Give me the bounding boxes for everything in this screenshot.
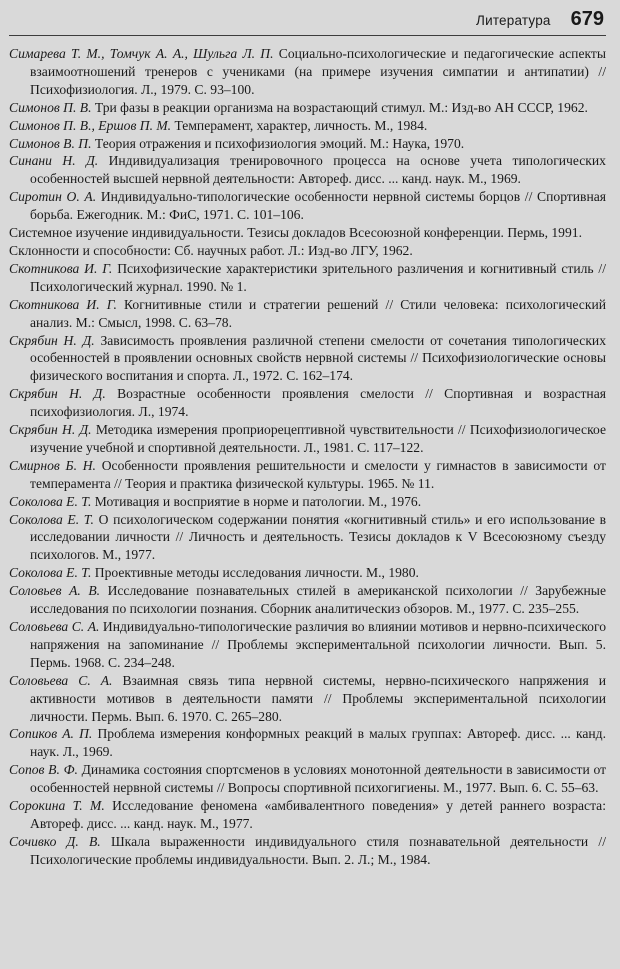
bibliography-entry: [9, 224, 606, 242]
section-title: Литература: [476, 13, 551, 28]
bibliography-entry: [9, 582, 606, 618]
entry-text: Исследование феномена «амбивалентного поведения» у детей раннего возраста: Автореф. дисс. ... канд. наук. М., 1977.: [30, 798, 606, 831]
entry-text: Когнитивные стили и стратегии решений // Стили человека: психологический анализ. М.: Смысл, 1998. С. 63–78.: [30, 296, 606, 330]
bibliography-entry: [9, 511, 606, 565]
entry-author: Симонов П. В., Ершов П. М.: [9, 117, 172, 133]
entry-text: Проективные методы исследования личности. М., 1980.: [94, 565, 419, 581]
page-header: [9, 8, 606, 31]
entry-text: Теория отражения и психофизиология эмоций. М.: Наука, 1970.: [94, 135, 465, 151]
bibliography-entry: [9, 117, 606, 135]
header-rule: [9, 35, 606, 36]
page-number: 679: [570, 8, 604, 30]
entry-author: Скрябин Н. Д.: [9, 422, 92, 438]
entry-text: Особенности проявления решительности и смелости у гимнастов в зависимости от темперамента // Теория и практика физической культуры. 1965. № 11.: [30, 457, 606, 491]
bibliography-list: [9, 45, 606, 869]
bibliography-entry: [9, 493, 606, 511]
entry-author: Сиротин О. А.: [9, 189, 97, 205]
bibliography-entry: [9, 152, 606, 188]
entry-author: Симонов В. П.: [9, 135, 92, 151]
entry-text: Проблема измерения конформных реакций в малых группах: Автореф. дисс. ... канд. наук. Л., 1969.: [30, 726, 606, 760]
entry-author: Скрябин Н. Д.: [9, 386, 106, 402]
entry-text: Индивидуально-типологические особенности нервной системы борцов // Спортивная борьба. Ежегодник. М.: ФиС, 1971. С. 101–106.: [30, 189, 607, 223]
entry-text: Исследование познавательных стилей в американской психологии // Зарубежные исследования по психологии познания. Сборник аналитическиз обзоров. М., 1977. С. 235–255.: [30, 583, 606, 617]
entry-text: О психологическом содержании понятия «когнитивный стиль» и его использование в исследовании личности // Личность и деятельность. Тезисы докладов к V Всесоюзному съезду психологов. М., 1977.: [30, 511, 606, 563]
entry-author: Соколова Е. Т.: [9, 493, 92, 509]
entry-author: Скотникова И. Г.: [9, 296, 117, 312]
entry-author: Сочивко Д. В.: [9, 833, 101, 849]
bibliography-entry: [9, 421, 606, 457]
entry-text: Методика измерения проприорецептивной чувствительности // Психофизиологическое изучение учебной и спортивной деятельности. Л., 1981. С. 117–122.: [30, 422, 606, 455]
bibliography-entry: [9, 797, 606, 833]
bibliography-entry: [9, 135, 606, 153]
entry-author: Синани Н. Д.: [9, 153, 99, 169]
entry-text: Три фазы в реакции организма на возрастающий стимул. М.: Изд-во АН СССР, 1962.: [94, 99, 588, 115]
entry-author: Сопов В. Ф.: [9, 762, 78, 778]
entry-text: Индивидуально-типологические различия во влиянии мотивов и нервно-психического напряжения на запоминание // Проблемы экспериментальной психологии личности. Вып. 5. Пермь. 1968. С. 234–248.: [30, 619, 607, 670]
bibliography-entry: [9, 45, 606, 99]
bibliography-entry: [9, 725, 606, 761]
entry-text: Мотивация и восприятие в норме и патологии. М., 1976.: [94, 493, 422, 509]
entry-author: Симонов П. В.: [9, 99, 92, 115]
entry-text: Взаимная связь типа нервной системы, нервно-психического напряжения и активности мотивов в деятельности памяти // Проблемы экспериментальной психологии личности. Пермь. Вып. 6. 1970. С. 265–280.: [30, 672, 607, 724]
bibliography-entry: [9, 672, 606, 726]
entry-text: Системное изучение индивидуальности. Тезисы докладов Всесоюзной конференции. Пермь, 1991.: [9, 225, 582, 241]
entry-author: Соколова Е. Т.: [9, 565, 92, 581]
entry-author: Соловьева С. А.: [9, 672, 113, 688]
bibliography-entry: [9, 618, 606, 672]
entry-author: Смирнов Б. Н.: [9, 457, 96, 473]
bibliography-entry: [9, 188, 606, 224]
entry-text: Возрастные особенности проявления смелости // Спортивная и возрастная психофизиология. Л., 1974.: [30, 386, 606, 420]
bibliography-entry: [9, 833, 606, 869]
entry-author: Скрябин Н. Д.: [9, 332, 95, 348]
entry-author: Соколова Е. Т.: [9, 511, 94, 527]
entry-text: Социально-психологические и педагогические аспекты взаимоотношений тренеров с учениками (на примере изучения симпатии и антипатии) // Психофизиология. Л., 1979. С. 93–100.: [30, 46, 606, 97]
entry-author: Соловьева С. А.: [9, 619, 100, 634]
entry-text: Индивидуализация тренировочного процесса на основе учета типологических особенностей высшей нервной деятельности: Автореф. дисс. ... канд. наук. М., 1969.: [30, 153, 606, 187]
entry-text: Темперамент, характер, личность. М., 1984.: [174, 117, 428, 133]
entry-author: Соловьев А. В.: [9, 583, 101, 599]
entry-text: Динамика состояния спортсменов в условиях монотонной деятельности в зависимости от особенностей нервной системы // Вопросы спортивной психогигиены. М., 1977. Вып. 6. С. 55–63.: [30, 762, 607, 796]
bibliography-entry: [9, 260, 606, 296]
bibliography-entry: [9, 99, 606, 117]
bibliography-entry: [9, 296, 606, 332]
entry-author: Симарева Т. М., Томчук А. А., Шульга Л. П.: [9, 46, 274, 61]
entry-author: Сопиков А. П.: [9, 726, 93, 742]
entry-text: Зависимость проявления различной степени смелости от сочетания типологических особенностей в проявлении основных свойств нервной системы // Психофизиологические основы физического воспитания и спорта. Л., 1972. С. 162–174.: [30, 332, 606, 384]
bibliography-entry: [9, 385, 606, 421]
bibliography-entry: [9, 457, 606, 493]
bibliography-entry: [9, 761, 606, 797]
entry-text: Склонности и способности: Сб. научных работ. Л.: Изд-во ЛГУ, 1962.: [9, 242, 413, 258]
entry-text: Психофизические характеристики зрительного различения и когнитивный стиль // Психологический журнал. 1990. № 1.: [30, 260, 606, 294]
entry-text: Шкала выраженности индивидуального стиля познавательной деятельности // Психологические проблемы индивидуальности. Вып. 2. Л.; М., 1984.: [30, 833, 606, 867]
bibliography-entry: [9, 242, 606, 260]
entry-author: Сорокина Т. М.: [9, 798, 105, 814]
entry-author: Скотникова И. Г.: [9, 260, 113, 276]
bibliography-entry: [9, 332, 606, 386]
bibliography-entry: [9, 564, 606, 582]
